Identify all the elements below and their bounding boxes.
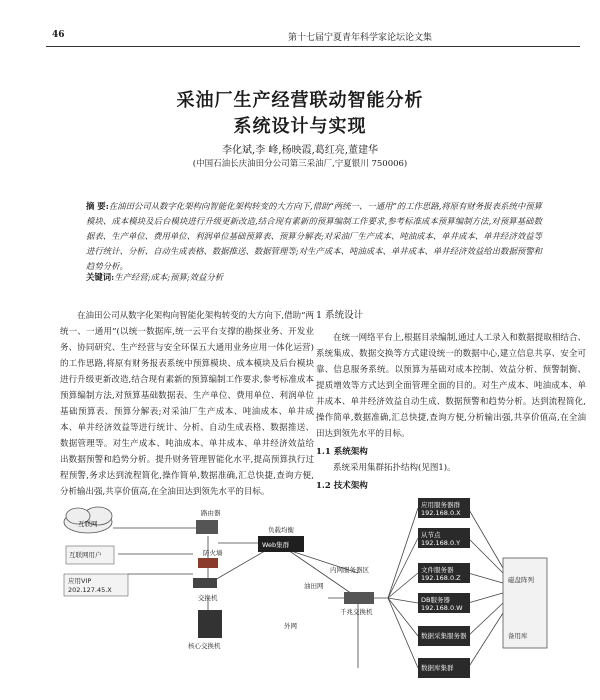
ten-gig-label: 千兆交换机 bbox=[340, 608, 373, 616]
switch-label: 交换机 bbox=[198, 594, 218, 602]
db-server-ip: 192.168.0.W bbox=[421, 604, 463, 612]
core-switch-label: 核心交换机 bbox=[188, 642, 221, 650]
abstract-text: 在油田公司从数字化架构向智能化架构转变的大方向下,借助“两统一、一通用”的工作思路,将原有财务报表系统中预算模块、成本模块及后台模块进行升级更新改造,结合现有素新的预算编制工作要求,参考标准成本预算编制方法,对预算基础数据表、生产单位、费用单位、利润单位基础预算表、预算分解表;对采油厂生产成本、吨油成本、单井成本、单井经济效益等进行统计、分析、自动生成表格、数据推送、数据管理等;对生产成本、吨油成本、单井成本、单井经济效益给出数据预警和趋势分析。 bbox=[86, 201, 542, 271]
slave-node-ip: 192.168.0.Y bbox=[421, 539, 461, 547]
paper-title-line2: 系统设计与实现 bbox=[233, 116, 367, 137]
file-server-ip: 192.168.0.Z bbox=[421, 574, 461, 582]
paper-title-line1: 采油厂生产经营联动智能分析 bbox=[176, 90, 424, 111]
app-vip-address: 202.127.45.X bbox=[68, 586, 112, 594]
file-server-label: 文件服务器 bbox=[421, 566, 454, 574]
header-rule bbox=[46, 46, 580, 47]
ten-gig-switch-icon bbox=[344, 592, 374, 604]
data-acq-label: 数据采集服务器 bbox=[421, 632, 467, 640]
server-stack bbox=[418, 498, 470, 678]
firewall-icon bbox=[198, 558, 218, 568]
firewall-label: 防火墙 bbox=[203, 549, 223, 557]
abstract bbox=[86, 199, 542, 274]
router-icon bbox=[196, 520, 218, 534]
spare-label: 备用库 bbox=[508, 632, 528, 640]
keywords-label: 关键词: bbox=[86, 272, 115, 282]
keywords-text: 生产经营;成本;预算;效益分析 bbox=[114, 272, 224, 282]
subsection-heading-2: 1.2 技术架构 bbox=[316, 481, 368, 491]
abstract-label: 摘 要: bbox=[86, 201, 109, 211]
app-server-ip: 192.168.0.X bbox=[421, 509, 461, 517]
page-number: 46 bbox=[52, 30, 65, 40]
router-label: 路由器 bbox=[201, 509, 221, 517]
web-cluster-label: Web集群 bbox=[262, 541, 290, 549]
switch-icon bbox=[193, 578, 217, 588]
internet-label: 互联网 bbox=[78, 520, 98, 528]
affiliation: (中国石油长庆油田分公司第三采油厂,宁夏银川 750006) bbox=[192, 159, 408, 169]
journal-name: 第十七届宁夏青年科学家论坛论文集 bbox=[287, 33, 432, 43]
authors: 李化斌,李 峰,杨映霞,葛红亮,董建华 bbox=[222, 145, 378, 156]
internet-user-label: 互联网用户 bbox=[69, 551, 102, 559]
oil-field-label: 油田网 bbox=[304, 582, 324, 590]
keywords bbox=[86, 271, 542, 283]
db-cluster-label: 数据库集群 bbox=[421, 664, 454, 672]
running-header bbox=[52, 30, 580, 46]
app-server-label: 应用服务器群 bbox=[421, 501, 460, 509]
section-paragraph: 在统一网络平台上,根据目录编制,通过人工录入和数据提取相结合、系统集成、数据交换等方式建设统一的数据中心,建立信息共享、安全可靠、信息服务系统。以预算为基础对成本控制、效益分析、预警制衡、提质增效等方式达到全面管理全面的目的。对生产成本、吨油成本、单井成本、单井经济效益自动生成、数据预警和趋势分析。达到流程简化,操作简单,数据准确,汇总快捷,查询方便,分析输出强,共享价值高,在全油田达到领先水平的目标。 bbox=[316, 333, 586, 439]
disk-array-label: 磁盘阵列 bbox=[508, 576, 534, 584]
extranet-label: 外网 bbox=[284, 622, 297, 630]
db-server-label: DB服务器 bbox=[421, 596, 450, 604]
app-vip-label: 应用VIP bbox=[68, 577, 92, 585]
right-column bbox=[316, 308, 586, 494]
section-heading: 1 系统设计 bbox=[316, 310, 364, 321]
core-switch-icon bbox=[198, 610, 222, 638]
load-balancer-label: 负载均衡 bbox=[268, 526, 294, 534]
slave-node-label: 从节点 bbox=[421, 531, 441, 539]
subsection-paragraph-1: 系统采用集群拓扑结构(见图1)。 bbox=[333, 463, 456, 473]
subsection-heading-1: 1.1 系统架构 bbox=[316, 447, 368, 457]
inner-network-label: 内网服务器区 bbox=[330, 566, 369, 574]
network-diagram bbox=[58, 488, 588, 700]
left-column-text: 在油田公司从数字化架构向智能化架构转变的大方向下,借助“两统一、一通用”(以统一数据库,统一云平台支撑的勘探业务、开发业务、协同研究、生产经营与安全环保五大通用业务应用一体化运营)的工作思路,将原有财务报表系统中预算模块、成本模块及后台模块进行升级更新改造,结合现有素新的预算编制工作要求,参考标准成本预算编制方法,对预算基础数据表、生产单位、费用单位、利润单位基础预算表、预算分解表;对采油厂生产成本、吨油成本、单井成本、单井经济效益等进行统计、分析、自动生成表格、数据推送、数据管理等。对生产成本、吨油成本、单井成本、单井经济效益给出数据预警和趋势分析。提升财务管理智能化水平,提高预算执行过程预警,务求达到流程简化,操作简单,数据准确,汇总快捷,查询方便,分析输出强,共享价值高,在全油田达到领先水平的目标。 bbox=[60, 311, 314, 497]
